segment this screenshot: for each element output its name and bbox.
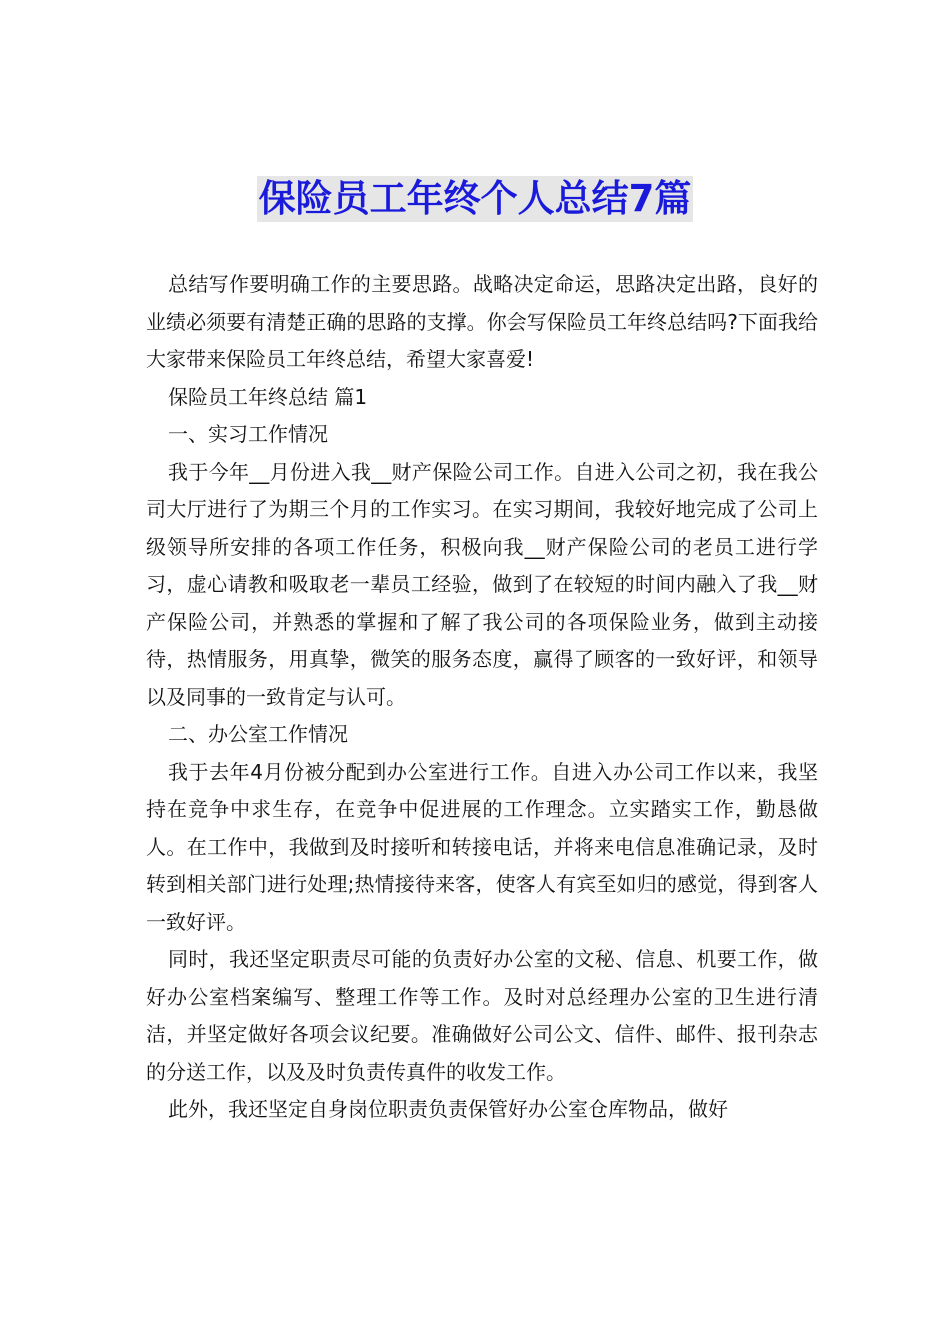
paragraph-office-duties: 同时，我还坚定职责尽可能的负责好办公室的文秘、信息、机要工作，做好办公室档案编写、整理工作等工作。及时对总经理办公室的卫生进行清洁，并坚定做好各项会议纪要。准确做好公司公文、信件、邮件、报刊杂志的分送工作，以及及时负责传真件的收发工作。 xyxy=(146,947,818,1084)
paragraph-additional: 此外，我还坚定自身岗位职责负责保管好办公室仓库物品，做好 xyxy=(168,1097,728,1121)
paragraph-intro: 总结写作要明确工作的主要思路。战略决定命运，思路决定出路，良好的业绩必须要有清楚正确的思路的支撑。你会写保险员工年终总结吗?下面我给大家带来保险员工年终总结，希望大家喜爱! xyxy=(146,272,818,371)
paragraph-subheading-internship: 一、实习工作情况 xyxy=(168,422,328,446)
paragraph-subheading-office: 二、办公室工作情况 xyxy=(168,722,348,746)
document-title: 保险员工年终个人总结7篇 xyxy=(258,177,692,220)
document-body xyxy=(146,266,818,1129)
paragraph-office: 我于去年4月份被分配到办公室进行工作。自进入办公司工作以来，我坚持在竞争中求生存，在竞争中促进展的工作理念。立实踏实工作，勤恳做人。在工作中，我做到及时接听和转接电话，并将来电信息准确记录，及时转到相关部门进行处理;热情接待来客，使客人有宾至如归的感觉，得到客人一致好评。 xyxy=(146,759,818,934)
paragraph-section-heading: 保险员工年终总结 篇1 xyxy=(168,384,368,409)
paragraph-internship: 我于今年__月份进入我__财产保险公司工作。自进入公司之初，我在我公司大厅进行了为期三个月的工作实习。在实习期间，我较好地完成了公司上级领导所安排的各项工作任务，积极向我__财产保险公司的老员工进行学习，虚心请教和吸取老一辈员工经验，做到了在较短的时间内融入了我__财产保险公司，并熟悉的掌握和了解了我公司的各项保险业务，做到主动接待，热情服务，用真挚，微笑的服务态度，赢得了顾客的一致好评，和领导以及同事的一致肯定与认可。 xyxy=(146,459,818,709)
title-container xyxy=(0,176,950,222)
